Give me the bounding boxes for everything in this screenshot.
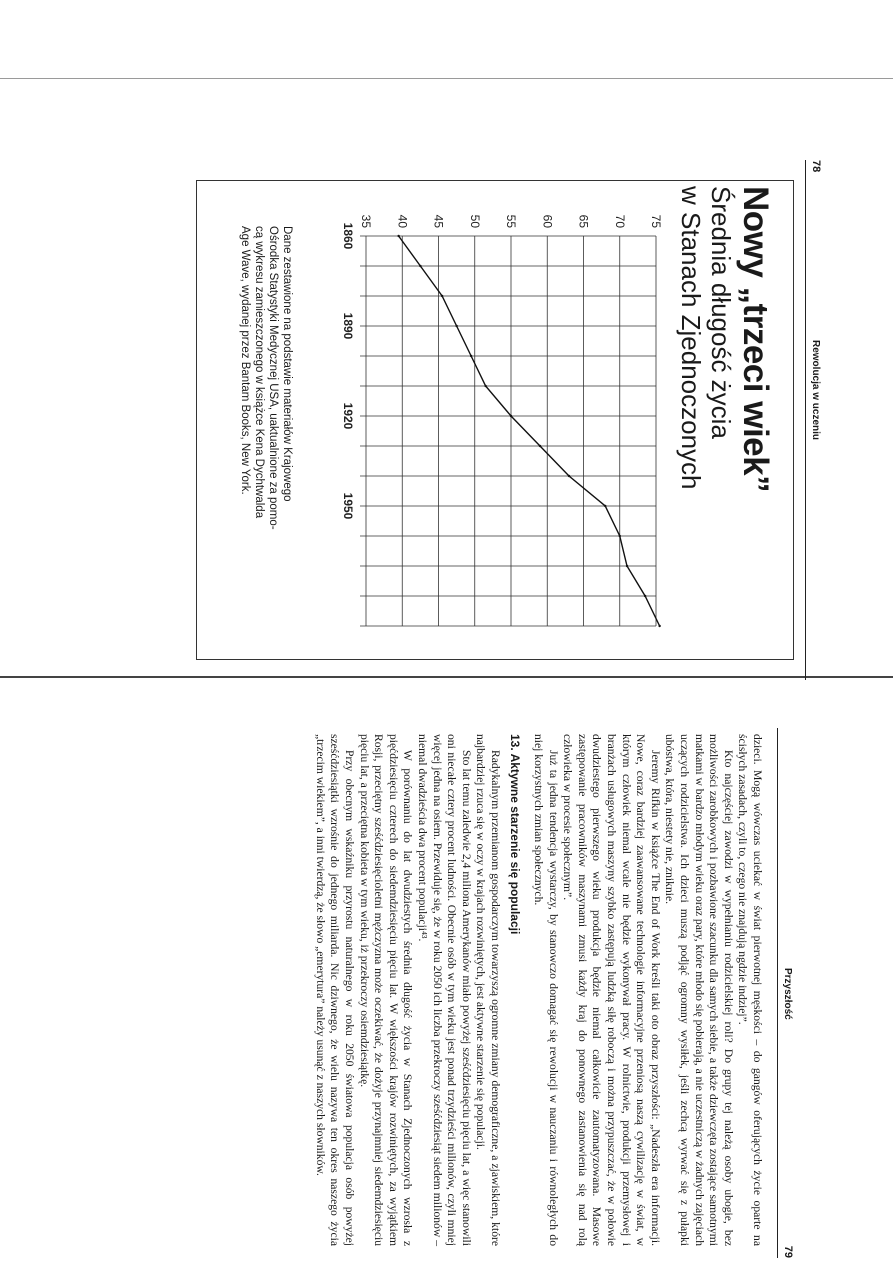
paragraph: Kto najczęściej zawodzi w wypełnianiu rodzicielskiej roli? Do grupy tej należą osoby ubogie, bez możliwości zarobkowych i pozbawione szacunku dla samych siebie, a także dziewczęta zostające samotnymi matkami w bardzo młodym wieku oraz pary, które młodo się pobierają, a nie uczestniczą w żadnych zajęciach uczących rodzicielstwa. Ich dzieci muszą podjąć ogromny wysiłek, jeśli zechcą wyrwać się z pułapki ubóstwa, która, niestety nie, zniknie. (663, 734, 735, 1246)
y-tick-label: 45 (431, 214, 446, 228)
source-line-3: cą wykresu zamieszczonego w książce Kena Dychtwalda (253, 226, 265, 519)
paragraph: dzieci. Mogą wówczas uciekać w świat pierwotnej męskości – do gangów oferujących życie oparte na ścisłych zasadach, czyli to, czego nie znajdują ngdzie indziej”. (736, 734, 764, 1246)
right-page-number: 79 (782, 1245, 794, 1258)
y-tick-label: 60 (540, 214, 555, 228)
source-line-1: Dane zestawione na podstawie materiałów Krajowego (281, 226, 293, 502)
figure-title: Nowy „trzeci wiek” (736, 186, 775, 493)
data-point (470, 355, 472, 357)
data-point (619, 535, 621, 537)
paragraph: Sto lat temu zaledwie 2,4 miliona Amerykanów miało powyżej sześćdziesięciu pięciu lat, a więc stanowili oni niecałe cztery procent ludności. Obecnie osób w tym wieku jest ponad trzydzieści milionów, czyli mniej więcej jedna na osiem. Przewiduje się, że w roku 2050 ich liczba przekroczy sześćdziesiąt siedem milionów – niemal dwadzieścia dwa procent populacji⁴³. (415, 734, 473, 1246)
left-running-title: Rewolucja w uczeniu (810, 340, 821, 441)
figure-title-block (676, 186, 774, 646)
figure-subtitle-line2: w Stanach Zjednoczonych (676, 186, 706, 490)
data-point (510, 415, 512, 417)
data-point (539, 445, 541, 447)
paragraph: Radykalnym przemianom gospodarczym towarzyszą ogromne zmiany demograficzne, a zjawiskiem, które najbardziej rzuca się w oczy w krajach rozwiniętych, jest aktywne starzenie się populacji. (474, 734, 502, 1246)
x-tick-label: 1950 (341, 492, 355, 520)
y-tick-label: 70 (612, 214, 627, 228)
y-tick-label: 55 (504, 214, 518, 228)
data-point (604, 505, 606, 507)
source-line-2: Ośrodka Statystyki Medycznej USA, uaktualnione za pomo- (267, 226, 279, 530)
figure-subtitle-line1: Średnia długość życia (706, 186, 736, 439)
y-tick-label: 65 (576, 214, 591, 228)
right-running-title: Przyszłość (782, 968, 793, 1020)
right-page (54, 728, 794, 1258)
left-page-header (806, 160, 822, 680)
life-expectancy-line (399, 236, 660, 626)
data-point (658, 625, 660, 627)
left-page-number: 78 (810, 160, 822, 173)
data-point (397, 235, 399, 237)
x-tick-label: 1920 (341, 402, 355, 430)
data-point (455, 325, 457, 327)
y-tick-label: 50 (467, 214, 482, 228)
data-point (626, 565, 628, 567)
header-rule-right (777, 728, 778, 1258)
header-rule (805, 160, 806, 680)
scan-line-top (0, 78, 893, 79)
data-point (484, 385, 486, 387)
figure-source (238, 226, 294, 606)
data-point (419, 265, 421, 267)
data-point (644, 595, 646, 597)
chart-svg (336, 196, 666, 636)
paragraph: Już ta jedna tendencja wystarczy, by stanowczo domagać się rewolucji w nauczaniu i równoległych do niej korzystnych zmian społecznych. (532, 734, 560, 1246)
x-tick-label: 1860 (341, 222, 355, 250)
section-heading: 13. Aktywne starzenie się populacji (508, 734, 523, 935)
paragraph: Przy obecnym wskaźniku przyrostu naturalnego w roku 2050 światowa populacja osób powyżej sześćdziesiątki wzrośnie do jednego miliarda. Nic dziwnego, że wielu nazywa ten okres naszego życia „trzecim wiekiem”, a inni twierdzą, że słowo „emerytura” należy usunąć z naszych słowników. (313, 734, 356, 1246)
y-tick-label: 75 (649, 214, 663, 228)
right-page-header (778, 728, 794, 1258)
life-expectancy-chart (331, 196, 666, 636)
x-tick-label: 1890 (341, 312, 355, 340)
data-point (568, 475, 570, 477)
y-tick-label: 35 (359, 214, 373, 228)
paragraph: Jeremy Rifkin w książce The End of Work kreśli taki oto obraz przyszłości: „Nadeszła era informacji. Nowe, coraz bardziej zaawansowane technologie informacyjne przeniosą naszą cywilizację w świat, w którym człowiek niemal wcale nie będzie wykonywał pracy. W rolnictwie, produkcji przemysłowej i branżach usługowych maszyny szybko zastępują ludzką siłę roboczą i można przypuszczać, że w połowie dwudziestego pierwszego wieku produkcja będzie niemal całkowicie zautomatyzowana. Masowe zastępowanie pracowników maszynami zmusi każdy kraj do ponownego zastanowienia się nad rolą człowieka w procesie społecznym”. (561, 734, 662, 1246)
source-line-4: Age Wave, wydanej przez Bantam Books, New York. (239, 226, 251, 495)
y-tick-label: 40 (395, 214, 410, 228)
data-point (441, 295, 443, 297)
paragraph: W porównaniu do lat dwudziestych średnia długość życia w Stanach Zjednoczonych wzrosła z pięćdziesięciu czterech do siedemdziesięciu pięciu lat. W większości krajów rozwiniętych, za wyjątkiem Rosji, przeciętny sześćdziesięcioletni mężczyzna może oczekiwać, że dożyje przynajmniej siedemdziesięciu pięciu lat, a przeciętna kobieta w tym wieku, iż przekroczy osiemdziesiątkę. (357, 734, 415, 1246)
left-page (122, 160, 822, 680)
right-text-column (312, 734, 764, 1246)
